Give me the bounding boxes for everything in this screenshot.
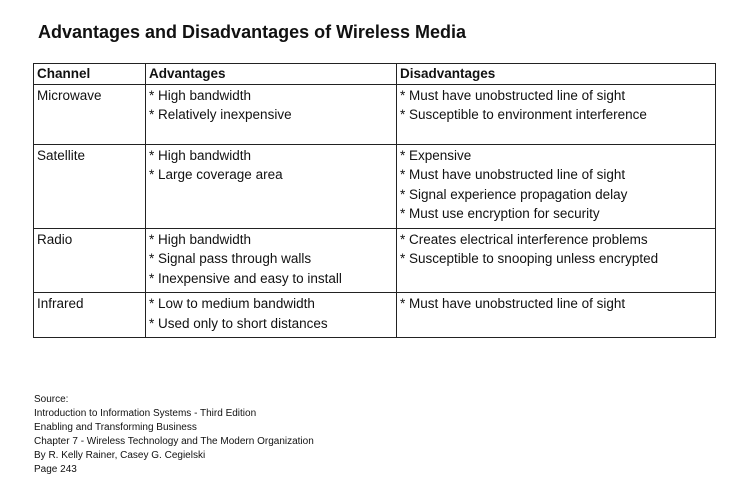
- disadvantage-item: * Must have unobstructed line of sight: [400, 296, 626, 311]
- channel-cell: Satellite: [34, 144, 146, 228]
- source-authors: By R. Kelly Rainer, Casey G. Cegielski: [34, 450, 206, 461]
- disadvantages-cell: [397, 228, 716, 293]
- advantage-item: * High bandwidth: [149, 231, 252, 247]
- advantage-item: * Large coverage area: [149, 167, 283, 182]
- disadvantage-item: * Expensive: [400, 147, 472, 163]
- table-row-radio: [34, 228, 716, 293]
- source-label: Source:: [34, 394, 69, 405]
- disadvantages-cell: [397, 293, 716, 338]
- advantages-cell: [146, 84, 397, 144]
- wireless-media-table: [33, 63, 716, 338]
- disadvantage-item: * Susceptible to snooping unless encrypted: [400, 251, 659, 266]
- channel-cell: Microwave: [34, 84, 146, 144]
- advantages-cell: [146, 293, 397, 338]
- disadvantage-item: * Must use encryption for security: [400, 206, 600, 221]
- advantage-item: * Relatively inexpensive: [149, 107, 292, 122]
- column-header-disadvantages: Disadvantages: [397, 64, 716, 85]
- table-header-row: [34, 64, 716, 85]
- source-page: Page 243: [34, 464, 77, 475]
- table-row-infrared: [34, 293, 716, 338]
- source-citation: [34, 393, 314, 477]
- disadvantage-item: * Signal experience propagation delay: [400, 186, 628, 202]
- disadvantage-item: * Must have unobstructed line of sight: [400, 167, 626, 182]
- advantages-cell: [146, 144, 397, 228]
- advantage-item: * Signal pass through walls: [149, 251, 312, 266]
- disadvantage-item: * Must have unobstructed line of sight: [400, 87, 626, 103]
- disadvantage-item: * Creates electrical interference problems: [400, 231, 648, 247]
- disadvantage-item: * Susceptible to environment interference: [400, 107, 647, 122]
- table-row-microwave: [34, 84, 716, 144]
- advantage-item: * Inexpensive and easy to install: [149, 270, 342, 286]
- advantages-cell: [146, 228, 397, 293]
- page-title: Advantages and Disadvantages of Wireless Media: [38, 22, 466, 42]
- channel-cell: Infrared: [34, 293, 146, 338]
- advantage-item: * High bandwidth: [149, 87, 252, 103]
- column-header-advantages: Advantages: [146, 64, 397, 85]
- advantage-item: * Low to medium bandwidth: [149, 296, 315, 311]
- advantage-item: * High bandwidth: [149, 147, 252, 163]
- disadvantages-cell: [397, 144, 716, 228]
- channel-cell: Radio: [34, 228, 146, 293]
- source-book-title: Introduction to Information Systems - Third Edition: [34, 408, 257, 419]
- table-row-satellite: [34, 144, 716, 228]
- column-header-channel: Channel: [34, 64, 146, 85]
- advantage-item: * Used only to short distances: [149, 315, 328, 331]
- disadvantages-cell: [397, 84, 716, 144]
- source-book-subtitle: Enabling and Transforming Business: [34, 422, 197, 433]
- source-chapter: Chapter 7 - Wireless Technology and The Modern Organization: [34, 436, 314, 447]
